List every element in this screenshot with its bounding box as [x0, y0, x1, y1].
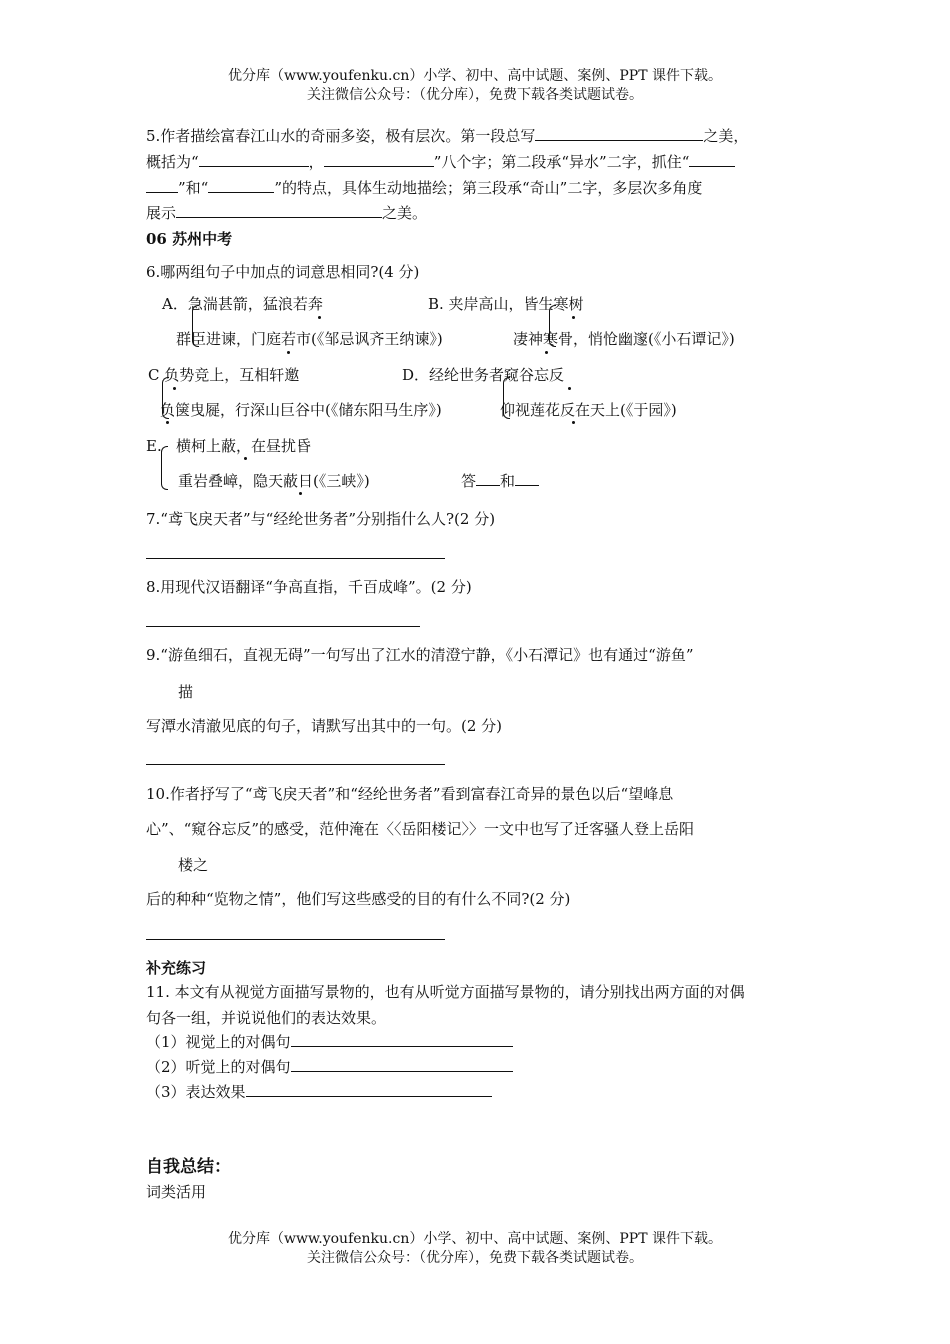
q10-answer-line[interactable] [146, 939, 445, 940]
q5-blank-2[interactable] [199, 152, 309, 167]
q5-blank-1[interactable] [535, 126, 703, 141]
q8-answer-line[interactable] [146, 626, 420, 627]
q6-option-d-line-2: 仰视莲花反在天上(《于园》) [500, 401, 677, 419]
q6-option-a-line-1: A．急湍甚箭，猛浪若奔 [162, 295, 323, 313]
q6-option-b-line-1: B. 夹岸高山，皆生寒树 [428, 295, 584, 313]
q11-blank-2[interactable] [291, 1057, 513, 1072]
summary-item: 词类活用 [146, 1183, 207, 1201]
q9-line-2: 描 [178, 683, 194, 701]
section-heading-suzhou: 06 苏州中考 [146, 230, 233, 248]
header-line-1: 优分库（www.youfenku.cn）小学、初中、高中试题、案例、PPT 课件下载。 [227, 68, 722, 84]
q6-stem: 6.哪两组句子中加点的词意思相同?(4 分) [146, 263, 420, 281]
emphasis-dot [166, 421, 169, 424]
q11-sub-2: （2）听觉上的对偶句 [146, 1057, 513, 1077]
q11-sub-1: （1）视觉上的对偶句 [146, 1032, 513, 1052]
header-line-2: 关注微信公众号：（优分库），免费下载各类试题试卷。 [307, 87, 643, 103]
q11-sub-3: （3）表达效果 [146, 1082, 492, 1102]
q9-line-3: 写潭水清澈见底的句子，请默写出其中的一句。(2 分) [146, 717, 503, 735]
q9-line-1: 9.“游鱼细石，直视无碍”一句写出了江水的清澄宁静，《小石潭记》也有通过“游鱼” [146, 646, 694, 664]
q5-line-1: 5.作者描绘富春江山水的奇丽多姿，极有层次。第一段总写 之美， [146, 127, 749, 145]
q11-blank-1[interactable] [291, 1032, 513, 1047]
q5-line-2: 概括为“ ， ”八个字；第二段承“异水”二字，抓住“ [146, 152, 735, 172]
q6-answer-blank-1[interactable] [476, 471, 500, 486]
q5-blank-4[interactable] [689, 152, 735, 167]
emphasis-dot [568, 387, 571, 390]
q6-option-b-line-2: 凄神寒骨，悄怆幽邃(《小石谭记》) [513, 330, 735, 348]
q5-blank-4-cont[interactable] [146, 178, 178, 193]
q10-line-4: 后的种种“览物之情”，他们写这些感受的目的有什么不同?(2 分) [146, 890, 571, 908]
q9-answer-line[interactable] [146, 764, 445, 765]
q6-option-a-line-2: 群臣进谏，门庭若市(《邹忌讽齐王纳谏》) [176, 330, 443, 348]
footer-line-2: 关注微信公众号：（优分库），免费下载各类试题试卷。 [307, 1250, 643, 1266]
q10-line-1: 10.作者抒写了“鸢飞戾天者”和“经纶世务者”看到富春江奇异的景色以后“望峰息 [146, 785, 674, 803]
emphasis-dot [244, 457, 247, 460]
q11-blank-3[interactable] [246, 1082, 492, 1097]
q6-option-c-line-1: C 负势竞上，互相轩邀 [148, 366, 300, 384]
q5-blank-3[interactable] [324, 152, 434, 167]
q6-option-e-label: E. [146, 437, 162, 455]
emphasis-dot [572, 316, 575, 319]
q6-answer-blank-2[interactable] [515, 471, 539, 486]
q5-line-4: 展示 之美。 [146, 204, 428, 222]
q6-option-c-line-2: 负箧曳屣，行深山巨谷中(《储东阳马生序》) [160, 401, 442, 419]
q6-option-e-line-1: 横柯上蔽，在昼扰昏 [176, 437, 312, 455]
q11-line-1: 11. 本文有从视觉方面描写景物的，也有从听觉方面描写景物的，请分别找出两方面的对偶 [146, 983, 745, 1001]
section-heading-supplementary: 补充练习 [146, 959, 207, 977]
q10-line-3: 楼之 [178, 856, 209, 874]
brace-e [161, 446, 168, 490]
q6-option-e-line-2: 重岩叠嶂，隐天蔽日(《三峡》) [178, 472, 370, 490]
emphasis-dot [572, 421, 575, 424]
q7-answer-line[interactable] [146, 558, 445, 559]
q10-line-2: 心”、“窥谷忘反”的感受，范仲淹在〈〈岳阳楼记〉〉一文中也写了迁客骚人登上岳阳 [146, 820, 695, 838]
q5-blank-6[interactable] [176, 203, 382, 218]
q5-blank-5[interactable] [208, 178, 274, 193]
q6-answer: 答 和 [461, 471, 539, 491]
footer-line-1: 优分库（www.youfenku.cn）小学、初中、高中试题、案例、PPT 课件下载。 [227, 1231, 722, 1247]
q5-line-3: ”和“ ”的特点，具体生动地描绘；第三段承“奇山”二字，多层次多角度 [146, 178, 702, 198]
summary-title: 自我总结： [146, 1157, 231, 1177]
emphasis-dot [545, 351, 548, 354]
q6-option-d-line-1: D．经纶世务者窥谷忘反 [402, 366, 565, 384]
emphasis-dot [173, 387, 176, 390]
q11-line-2: 句各一组，并说说他们的表达效果。 [146, 1009, 387, 1027]
emphasis-dot [299, 492, 302, 495]
emphasis-dot [318, 316, 321, 319]
q8-stem: 8.用现代汉语翻译“争高直指，千百成峰”。(2 分) [146, 578, 472, 596]
q7-stem: 7.“鸢飞戾天者”与“经纶世务者”分别指什么人?(2 分) [146, 510, 496, 528]
emphasis-dot [287, 351, 290, 354]
